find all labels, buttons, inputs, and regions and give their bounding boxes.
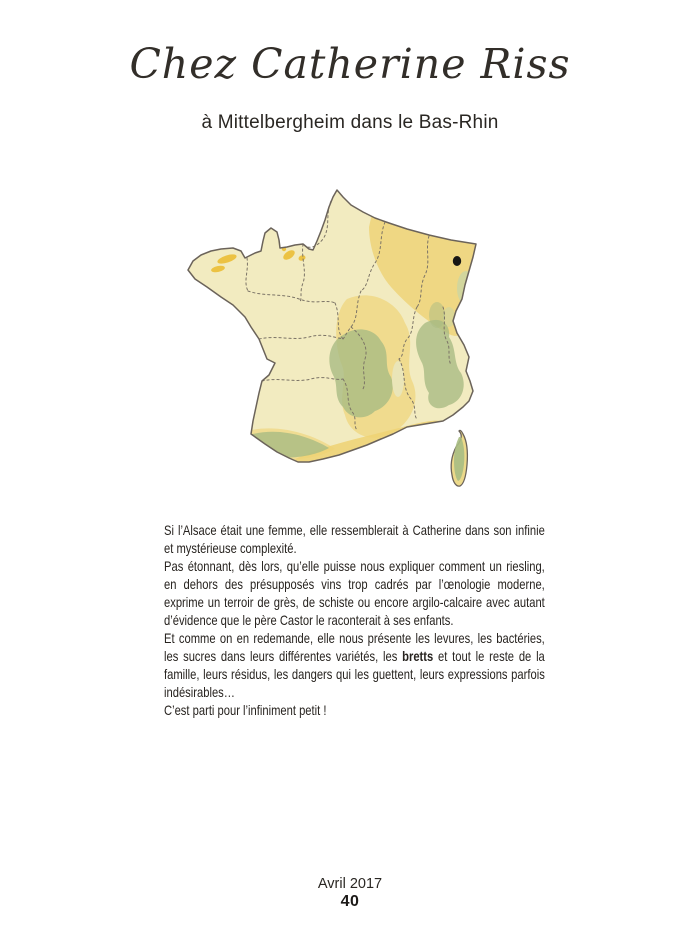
page-subtitle: à Mittelbergheim dans le Bas-Rhin bbox=[201, 112, 499, 133]
footer-page-number: 40 bbox=[340, 893, 360, 910]
paragraph: Et comme on en redemande, elle nous présente les levures, les bactéries, les sucres dans leurs différentes variétés, les bretts et tout le reste de la famille, leurs résidus, les dangers qui les guettent, leurs expressions parfois indésirables… bbox=[164, 630, 545, 700]
footer-date: Avril 2017 bbox=[317, 876, 383, 892]
paragraph: Si l’Alsace était une femme, elle ressemblerait à Catherine dans son infinie et mystérieuse complexité. bbox=[164, 522, 545, 556]
paragraph: C’est parti pour l’infiniment petit ! bbox=[164, 702, 327, 718]
france-map-svg bbox=[185, 187, 485, 499]
body-text bbox=[164, 521, 545, 719]
france-map-illustration bbox=[185, 187, 485, 499]
corsica-island bbox=[451, 430, 467, 486]
page-title: Chez Catherine Riss bbox=[129, 40, 571, 88]
location-marker-dot bbox=[453, 256, 461, 266]
map-color-washes bbox=[185, 187, 485, 499]
paragraph: Pas étonnant, dès lors, qu’elle puisse nous expliquer comment un riesling, en dehors des présupposés vins trop cadrés par l’œnologie moderne, exprime un terroir de grès, de schiste ou encore argilo-calcaire avec autant d’évidence que le père Castor le raconterait à ses enfants. bbox=[164, 558, 545, 628]
